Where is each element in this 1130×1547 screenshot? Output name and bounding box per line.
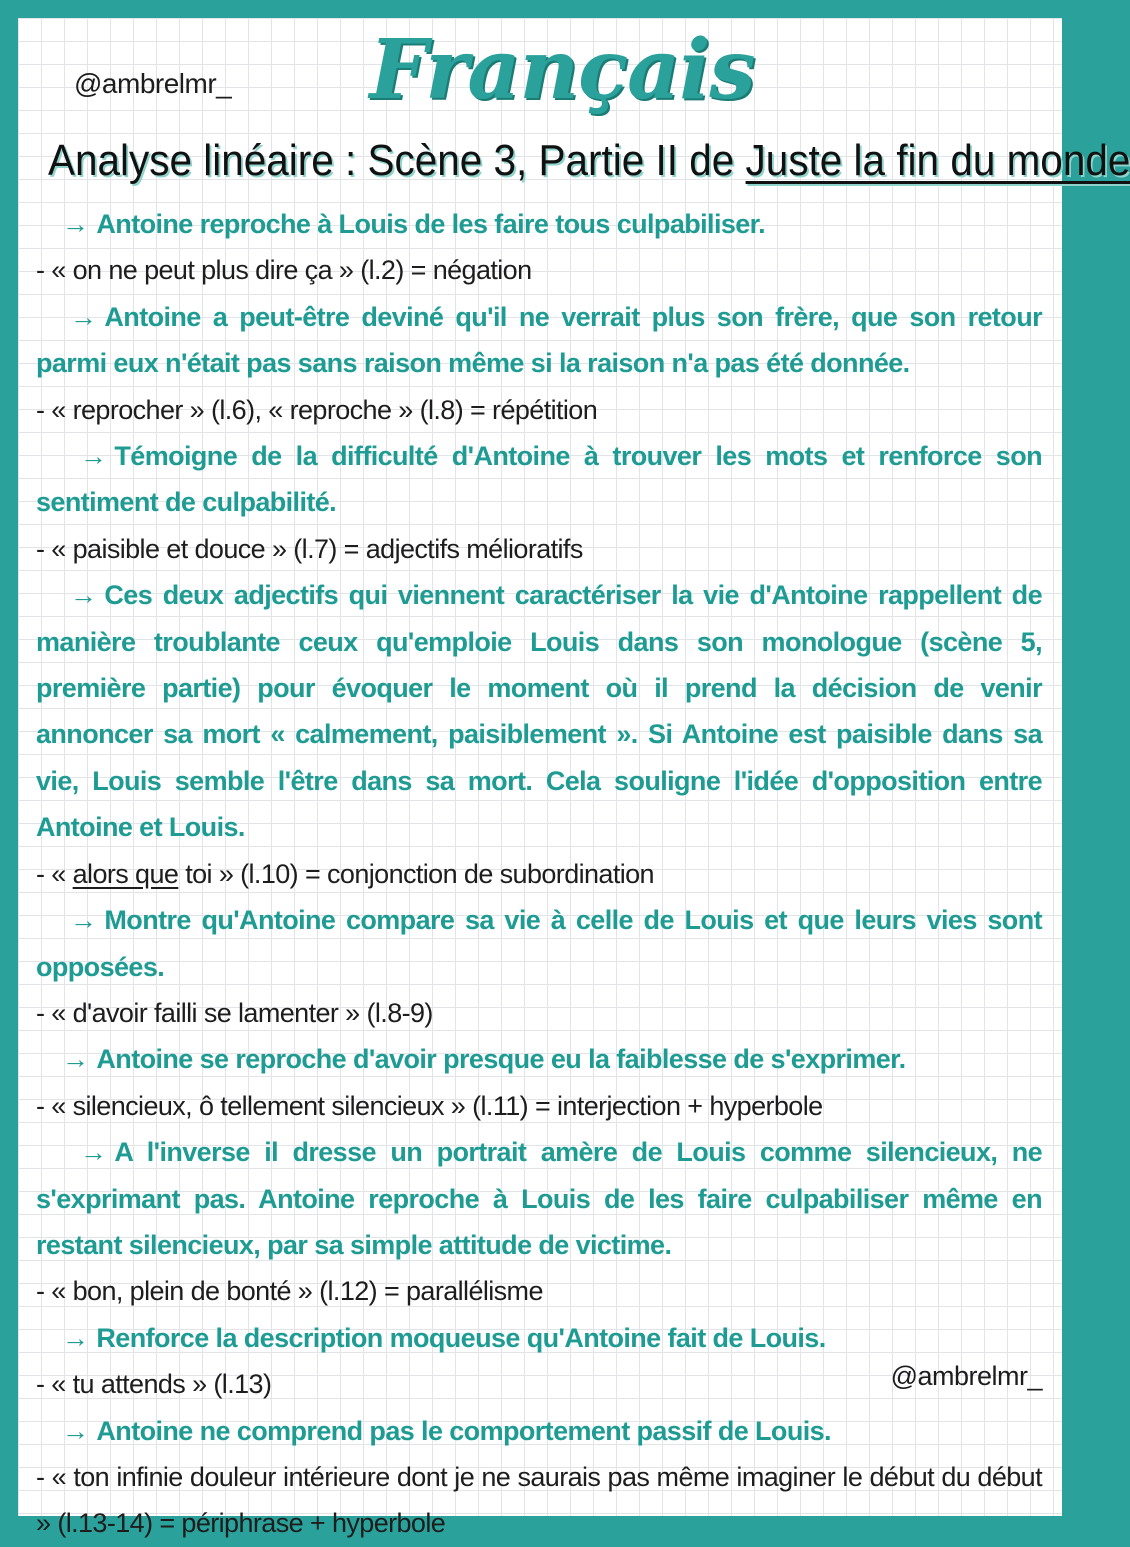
arrow-icon: → [80,1137,107,1168]
quote-text: - « tu attends » (l.13) [36,1369,272,1400]
analysis-content [36,201,1042,1547]
work-title: Juste la fin du monde [745,136,1130,185]
page-title: Français [369,22,755,118]
author-handle-top: @ambrelmr_ [74,68,232,99]
quote-text: - « silencieux, ô tellement silencieux » (l.11) = interjection + hyperbole [36,1090,823,1121]
analysis-text: → Montre qu'Antoine compare sa vie à celle de Louis et que leurs vies sont opposées. [36,905,1042,982]
underlined-conjunction: alors que [72,858,179,889]
analysis-text: → Renforce la description moqueuse qu'Antoine fait de Louis. [62,1322,826,1353]
analysis-text: → A l'inverse il dresse un portrait amère de Louis comme silencieux, ne s'exprimant pas. Antoine reproche à Louis de les faire culpabiliser même en restant silencieux, par sa simple attitude de victime. [36,1137,1042,1260]
analysis-text: → Témoigne de la difficulté d'Antoine à trouver les mots et renforce son sentiment de culpabilité. [36,441,1042,518]
quote-text: - « paisible et douce » (l.7) = adjectifs mélioratifs [36,533,583,564]
arrow-icon: → [62,1415,89,1446]
quote-text: - « d'avoir failli se lamenter » (l.8-9) [36,997,433,1028]
author-handle-bottom: @ambrelmr_ [890,1361,1042,1391]
quote-text: - « ton infinie douleur intérieure dont je ne saurais pas même imaginer le début du début » (l.13-14) = périphrase + hyperbole [36,1461,1042,1539]
arrow-icon: → [62,209,89,239]
notebook-page [18,18,1130,1539]
quote-text: - « alors que toi » (l.10) = conjonction de subordination [36,858,654,889]
quote-text: - « bon, plein de bonté » (l.12) = parallélisme [36,1276,543,1307]
quote-text: - « reprocher » (l.6), « reproche » (l.8) = répétition [36,394,598,425]
arrow-icon: → [70,905,97,936]
analysis-text: → Antoine a peut-être deviné qu'il ne verrait plus son frère, que son retour parmi eux n'était pas sans raison même si la raison n'a pas été donnée. [36,301,1042,379]
arrow-icon: → [70,301,97,332]
quote-text: - « on ne peut plus dire ça » (l.2) = négation [36,255,532,286]
analysis-text: → Antoine se reproche d'avoir presque eu la faiblesse de s'exprimer. [62,1044,906,1075]
analysis-text: → Antoine reproche à Louis de les faire tous culpabiliser. [62,209,765,239]
subtitle-prefix: Analyse linéaire : Scène 3, Partie II de [48,136,746,185]
arrow-icon: → [80,441,107,472]
arrow-icon: → [70,580,97,611]
analysis-text: → Ces deux adjectifs qui viennent caractériser la vie d'Antoine rappellent de manière troublante ceux qu'emploie Louis dans son monologue (scène 5, première partie) pour évoquer le moment où il prend la décision de venir annoncer sa mort « calmement, paisiblement ». Si Antoine est paisible dans sa vie, Louis semble l'être dans sa mort. Cela souligne l'idée d'opposition entre Antoine et Louis. [36,580,1042,843]
arrow-icon: → [62,1044,89,1075]
page-subtitle [48,136,1130,186]
analysis-text: → Antoine ne comprend pas le comportement passif de Louis. [62,1415,831,1446]
arrow-icon: → [62,1322,89,1353]
